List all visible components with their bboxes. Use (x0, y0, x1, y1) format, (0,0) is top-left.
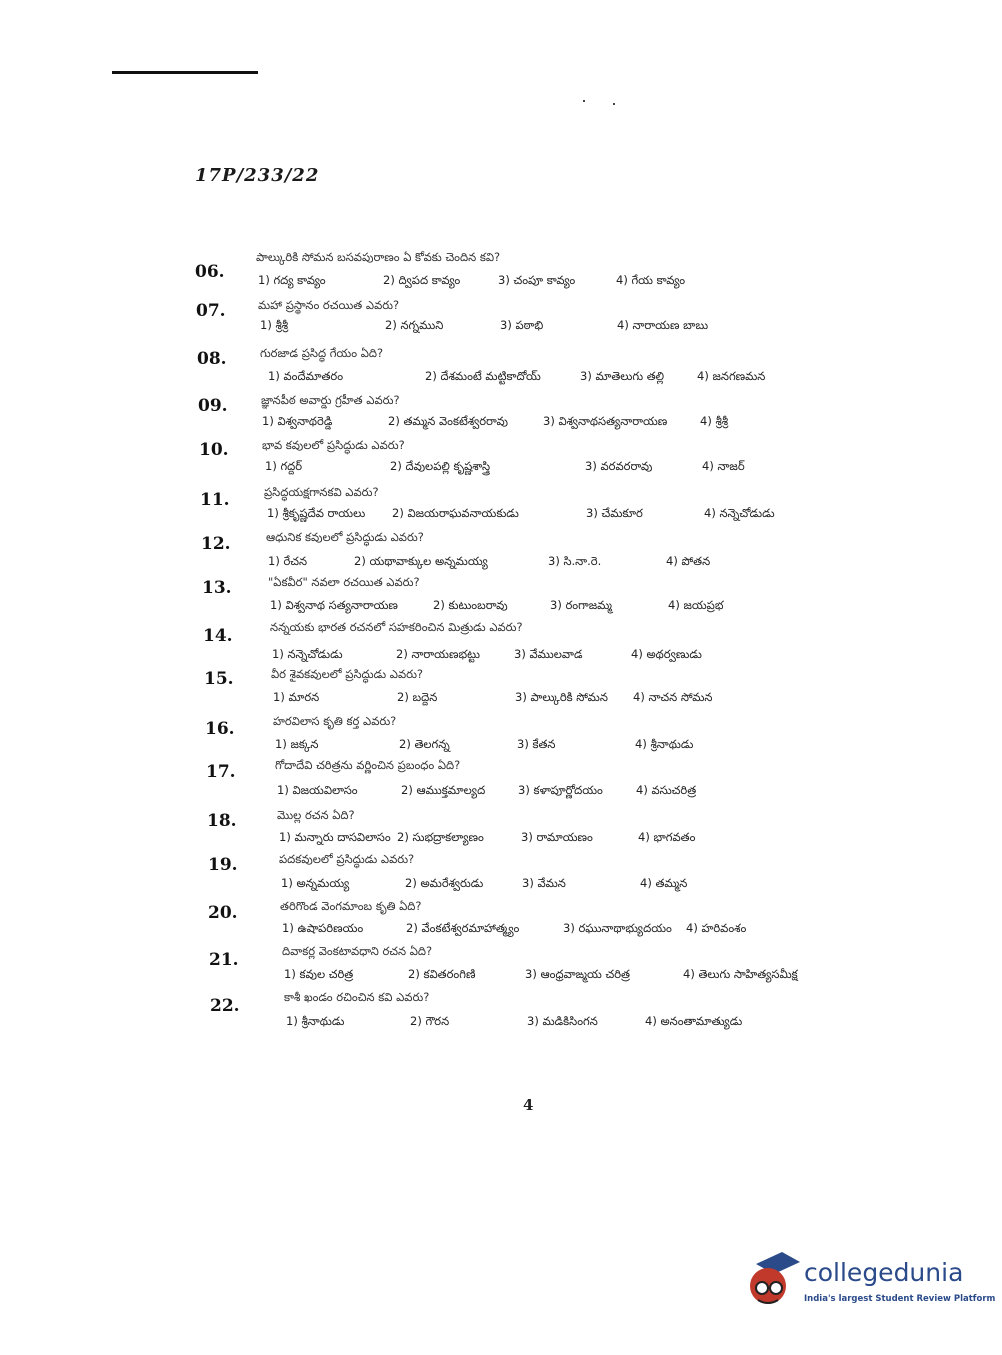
collegedunia-watermark (742, 1250, 996, 1310)
answer-option: 2) కుటుంబరావు (433, 598, 508, 612)
answer-option: 4) జయప్రభ (668, 598, 724, 612)
answer-option: 3) చేమకూర (586, 506, 643, 520)
answer-option: 4) శ్రీశ్రీ (700, 414, 729, 428)
answer-option: 2) దేశమంటే మట్టికాదోయ్ (425, 369, 541, 383)
question-number: 14. (203, 626, 233, 646)
answer-option: 1) నన్నెచోడుడు (272, 647, 343, 661)
answer-option: 4) శ్రీనాథుడు (635, 737, 694, 751)
answer-option: 1) మన్నారు దాసవిలాసం (279, 830, 391, 844)
question-number: 15. (204, 669, 234, 689)
answer-option: 4) భాగవతం (638, 830, 696, 844)
answer-option: 2) బద్దెన (397, 690, 438, 704)
question-number: 10. (199, 440, 229, 460)
question-text: పదకవులలో ప్రసిద్ధుడు ఎవరు? (279, 852, 415, 866)
answer-option: 2) కవితరంగిణి (408, 967, 476, 981)
answer-option: 4) నారాయణ బాబు (617, 318, 709, 332)
question-text: నన్నయకు భారత రచనలో సహకరించిన మిత్రుడు ఎవరు? (270, 620, 523, 634)
answer-option: 3) మడికిసింగన (527, 1014, 598, 1028)
question-number: 07. (196, 301, 226, 321)
answer-option: 4) నాచన సోమన (633, 690, 713, 704)
question-text: దివాకర్ల వెంకటావధాని రచన ఏది? (282, 944, 433, 958)
question-text: భావ కవులలో ప్రసిద్ధుడు ఎవరు? (262, 438, 405, 452)
answer-option: 2) నగ్నముని (385, 318, 444, 332)
answer-option: 1) గద్య కావ్యం (258, 273, 326, 287)
question-number: 20. (208, 903, 238, 923)
question-text: జ్ఞానపీఠ అవార్డు గ్రహీత ఎవరు? (261, 393, 400, 407)
page-number: 4 (523, 1096, 534, 1114)
question-number: 06. (195, 262, 225, 282)
answer-option: 3) రామాయణం (521, 830, 593, 844)
answer-option: 1) అన్నమయ్య (281, 876, 350, 890)
answer-option: 3) వేములవాడ (514, 647, 583, 661)
answer-option: 3) సి.నా.రె. (548, 554, 602, 568)
answer-option: 4) తెలుగు సాహిత్యసమీక్ష (683, 967, 798, 981)
brand-name: collegedunia (804, 1258, 964, 1287)
question-number: 21. (209, 950, 239, 970)
answer-option: 2) ఆముక్తమాల్యద (401, 783, 486, 797)
answer-option: 3) విశ్వనాథసత్యనారాయణ (543, 414, 668, 428)
answer-option: 3) పాల్కురికి సోమన (515, 690, 608, 704)
question-text: "ఏకవీర" నవలా రచయిత ఎవరు? (268, 575, 420, 589)
brand-tagline: India's largest Student Review Platform (804, 1294, 996, 1304)
answer-option: 1) కవుల చరిత్ర (284, 967, 354, 981)
answer-option: 3) చంపూ కావ్యం (498, 273, 576, 287)
answer-option: 4) అనంతామాత్యుడు (645, 1014, 743, 1028)
question-text: పాల్కురికి సోమన బసవపురాణం ఏ కోవకు చెందిన కవి? (256, 250, 501, 264)
answer-option: 2) తమ్మన వెంకటేశ్వరరావు (388, 414, 508, 428)
answer-option: 3) కళాపూర్ణోదయం (518, 783, 603, 797)
answer-option: 1) గద్దర్ (265, 459, 303, 473)
question-text: కాశీ ఖండం రచించిన కవి ఎవరు? (284, 990, 430, 1004)
scan-speck (583, 100, 585, 102)
answer-option: 3) వరవరరావు (585, 459, 653, 473)
answer-option: 2) నారాయణభట్టు (396, 647, 480, 661)
answer-option: 1) వందేమాతరం (268, 369, 344, 383)
answer-option: 1) ఉషాపరిణయం (282, 921, 364, 935)
answer-option: 4) జనగణమన (697, 369, 766, 383)
answer-option: 3) వేమన (522, 876, 566, 890)
question-number: 16. (205, 719, 235, 739)
question-number: 18. (207, 811, 237, 831)
answer-option: 1) జక్కన (275, 737, 319, 751)
top-rule (112, 71, 258, 74)
mascot-logo-icon (742, 1250, 802, 1310)
answer-option: 3) కేతన (517, 737, 556, 751)
answer-option: 4) అథర్వణుడు (631, 647, 702, 661)
answer-option: 4) నాజర్ (702, 459, 745, 473)
answer-option: 2) యథావాక్కుల అన్నమయ్య (354, 554, 488, 568)
answer-option: 4) నన్నెచోడుడు (704, 506, 775, 520)
question-number: 12. (201, 534, 231, 554)
question-number: 19. (208, 855, 238, 875)
answer-option: 1) విజయవిలాసం (277, 783, 358, 797)
answer-option: 2) గౌరన (410, 1014, 450, 1028)
answer-option: 4) వసుచరిత్ర (636, 783, 697, 797)
question-text: గురజాడ ప్రసిద్ధ గేయం ఏది? (260, 346, 384, 360)
answer-option: 1) విశ్వనాథరెడ్డి (262, 414, 333, 428)
answer-option: 3) రంగాజమ్మ (550, 598, 612, 612)
question-text: మహా ప్రస్థానం రచయిత ఎవరు? (258, 298, 400, 312)
answer-option: 2) ద్విపద కావ్యం (383, 273, 461, 287)
question-text: గోదాదేవి చరిత్రను వర్ణించిన ప్రబంధం ఏది? (275, 758, 461, 772)
answer-option: 2) దేవులపల్లి కృష్ణశాస్త్రి (390, 459, 491, 473)
answer-option: 3) రఘునాథాభ్యుదయం (563, 921, 672, 935)
answer-option: 2) తెలగన్న (399, 737, 450, 751)
answer-option: 2) విజయరాఘవనాయకుడు (392, 506, 519, 520)
question-text: ప్రసిద్ధయక్షగానకవి ఎవరు? (264, 485, 379, 499)
answer-option: 2) సుభద్రాకల్యాణం (397, 830, 484, 844)
question-number: 11. (200, 490, 230, 510)
answer-option: 1) శ్రీనాథుడు (286, 1014, 345, 1028)
question-number: 13. (202, 578, 232, 598)
answer-option: 1) రేచన (268, 554, 308, 568)
answer-option: 1) విశ్వనాథ సత్యనారాయణ (270, 598, 398, 612)
question-number: 09. (198, 396, 228, 416)
question-number: 22. (210, 996, 240, 1016)
answer-option: 1) మారన (273, 690, 320, 704)
answer-option: 2) వేంకటేశ్వరమాహాత్మ్యం (406, 921, 520, 935)
answer-option: 1) శ్రీశ్రీ (260, 318, 289, 332)
question-text: మొల్ల రచన ఏది? (277, 808, 355, 822)
answer-option: 4) తమ్మన (640, 876, 688, 890)
answer-option: 4) గేయ కావ్యం (616, 273, 686, 287)
question-text: హరవిలాస కృతి కర్త ఎవరు? (273, 714, 397, 728)
answer-option: 1) శ్రీకృష్ణదేవ రాయలు (267, 506, 366, 520)
question-number: 17. (206, 762, 236, 782)
question-text: ఆధునిక కవులలో ప్రసిద్ధుడు ఎవరు? (266, 530, 424, 544)
answer-option: 3) మాతెలుగు తల్లి (580, 369, 665, 383)
question-number: 08. (197, 349, 227, 369)
answer-option: 3) పఠాభి (500, 318, 544, 332)
answer-option: 2) అమరేశ్వరుడు (405, 876, 484, 890)
question-text: తరిగొండ వెంగమాంబ కృతి ఏది? (280, 899, 422, 913)
answer-option: 3) ఆంధ్రవాఙ్మయ చరిత్ర (525, 967, 630, 981)
paper-code: 17P/233/22 (195, 165, 320, 186)
answer-option: 4) పోతన (666, 554, 711, 568)
answer-option: 4) హరివంశం (686, 921, 747, 935)
scan-speck (613, 103, 615, 105)
question-text: వీర శైవకవులలో ప్రసిద్ధుడు ఎవరు? (271, 667, 424, 681)
